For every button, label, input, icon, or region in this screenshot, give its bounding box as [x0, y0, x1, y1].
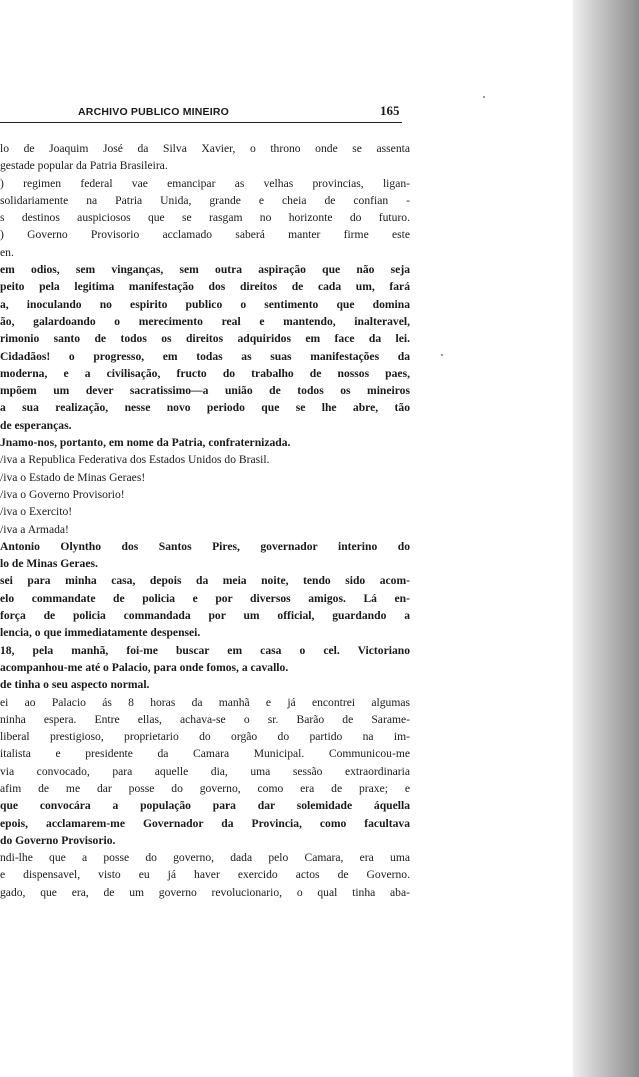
text-line: lo de Minas Geraes. — [0, 557, 98, 571]
text-line: 18, pela manhã, foi-me buscar em casa o cel. Victoriano — [0, 643, 410, 657]
text-line: gado, que era, de um governo revolucionario, o qual tinha aba- — [0, 885, 410, 899]
text-line: de tinha o seu aspecto normal. — [0, 678, 150, 692]
text-line: s destinos auspiciosos que se rasgam no horizonte do futuro. — [0, 211, 410, 225]
text-line: que convocára a população para dar solemidade áquella — [0, 799, 410, 813]
text-line: ão, galardoando o merecimento real e mantendo, inalteravel, — [0, 314, 410, 328]
text-line: /iva a Republica Federativa dos Estados Unidos do Brasil. — [0, 453, 270, 467]
running-head: ARCHIVO PUBLICO MINEIRO — [78, 106, 230, 118]
text-line: ninha espera. Entre ellas, achava-se o sr. Barão de Sarame- — [0, 712, 410, 726]
text-line: en. — [0, 245, 14, 259]
text-line: ) Governo Provisorio acclamado saberá manter firme este — [0, 228, 410, 242]
text-line: via convocado, para aquelle dia, uma sessão extraordinaria — [0, 764, 410, 778]
paper-speck — [441, 354, 443, 356]
text-line: /iva a Armada! — [0, 522, 69, 536]
text-line: em odios, sem vinganças, sem outra aspiração que não seja — [0, 263, 410, 277]
text-line: ) regimen federal vae emancipar as velhas provincias, ligan- — [0, 176, 410, 190]
text-line: Antonio Olyntho dos Santos Pires, governador interino do — [0, 539, 410, 553]
paper-speck — [483, 96, 485, 98]
text-line: Cidadãos! o progresso, em todas as suas manifestações da — [0, 349, 410, 363]
text-line: elo commandate de policia e por diversos amigos. Lá en- — [0, 591, 410, 605]
text-line: gestade popular da Patria Brasileira. — [0, 159, 168, 173]
text-line: liberal prestigioso, proprietario do orgão do partido na im- — [0, 730, 410, 744]
body-text — [0, 140, 410, 901]
text-line: a, inoculando no espirito publico o sentimento que domina — [0, 297, 410, 311]
text-line: de esperanças. — [0, 418, 72, 432]
text-line: /iva o Estado de Minas Geraes! — [0, 470, 146, 484]
text-line: lo de Joaquim José da Silva Xavier, o throno onde se assenta — [0, 142, 410, 155]
text-line: peito pela legitima manifestação dos direitos de cada um, fará — [0, 280, 410, 294]
text-line: solidariamente na Patria Unida, grande e cheia de confian - — [0, 193, 410, 207]
text-line: mpõem um dever sacratissimo—a união de todos os mineiros — [0, 384, 410, 398]
text-line: lencia, o que immediatamente despensei. — [0, 626, 201, 640]
text-line: do Governo Provisorio. — [0, 833, 116, 847]
text-line: /iva o Exercito! — [0, 505, 73, 519]
page-header — [0, 100, 402, 123]
page-gutter-shadow — [573, 0, 639, 1077]
text-line: sei para minha casa, depois da meia noite, tendo sido acom- — [0, 574, 410, 588]
text-line: rimonio santo de todos os direitos adquiridos em face da lei. — [0, 332, 410, 346]
text-line: e dispensavel, visto eu já haver exercido actos de Governo. — [0, 868, 410, 882]
text-line: italista e presidente da Camara Municipal. Communicou-me — [0, 747, 410, 761]
text-line: ei ao Palacio ás 8 horas da manhã e já encontrei algumas — [0, 695, 410, 709]
text-line: a sua realização, nesse novo periodo que se lhe abre, tão — [0, 401, 410, 415]
text-line: /iva o Governo Provisorio! — [0, 487, 125, 501]
text-line: afim de me dar posse do governo, como era de praxe; e — [0, 781, 410, 795]
text-line: força de policia commandada por um official, guardando a — [0, 609, 410, 623]
text-line: Jnamo-nos, portanto, em nome da Patria, confraternizada. — [0, 436, 291, 450]
text-line: epois, acclamarem-me Governador da Provincia, como facultava — [0, 816, 410, 830]
text-line: acompanhou-me até o Palacio, para onde fomos, a cavallo. — [0, 660, 289, 674]
text-line: ndi-lhe que a posse do governo, dada pelo Camara, era uma — [0, 851, 410, 865]
page-number: 165 — [380, 103, 400, 118]
text-line: moderna, e a civilisação, fructo do trabalho de nossos paes, — [0, 366, 410, 380]
